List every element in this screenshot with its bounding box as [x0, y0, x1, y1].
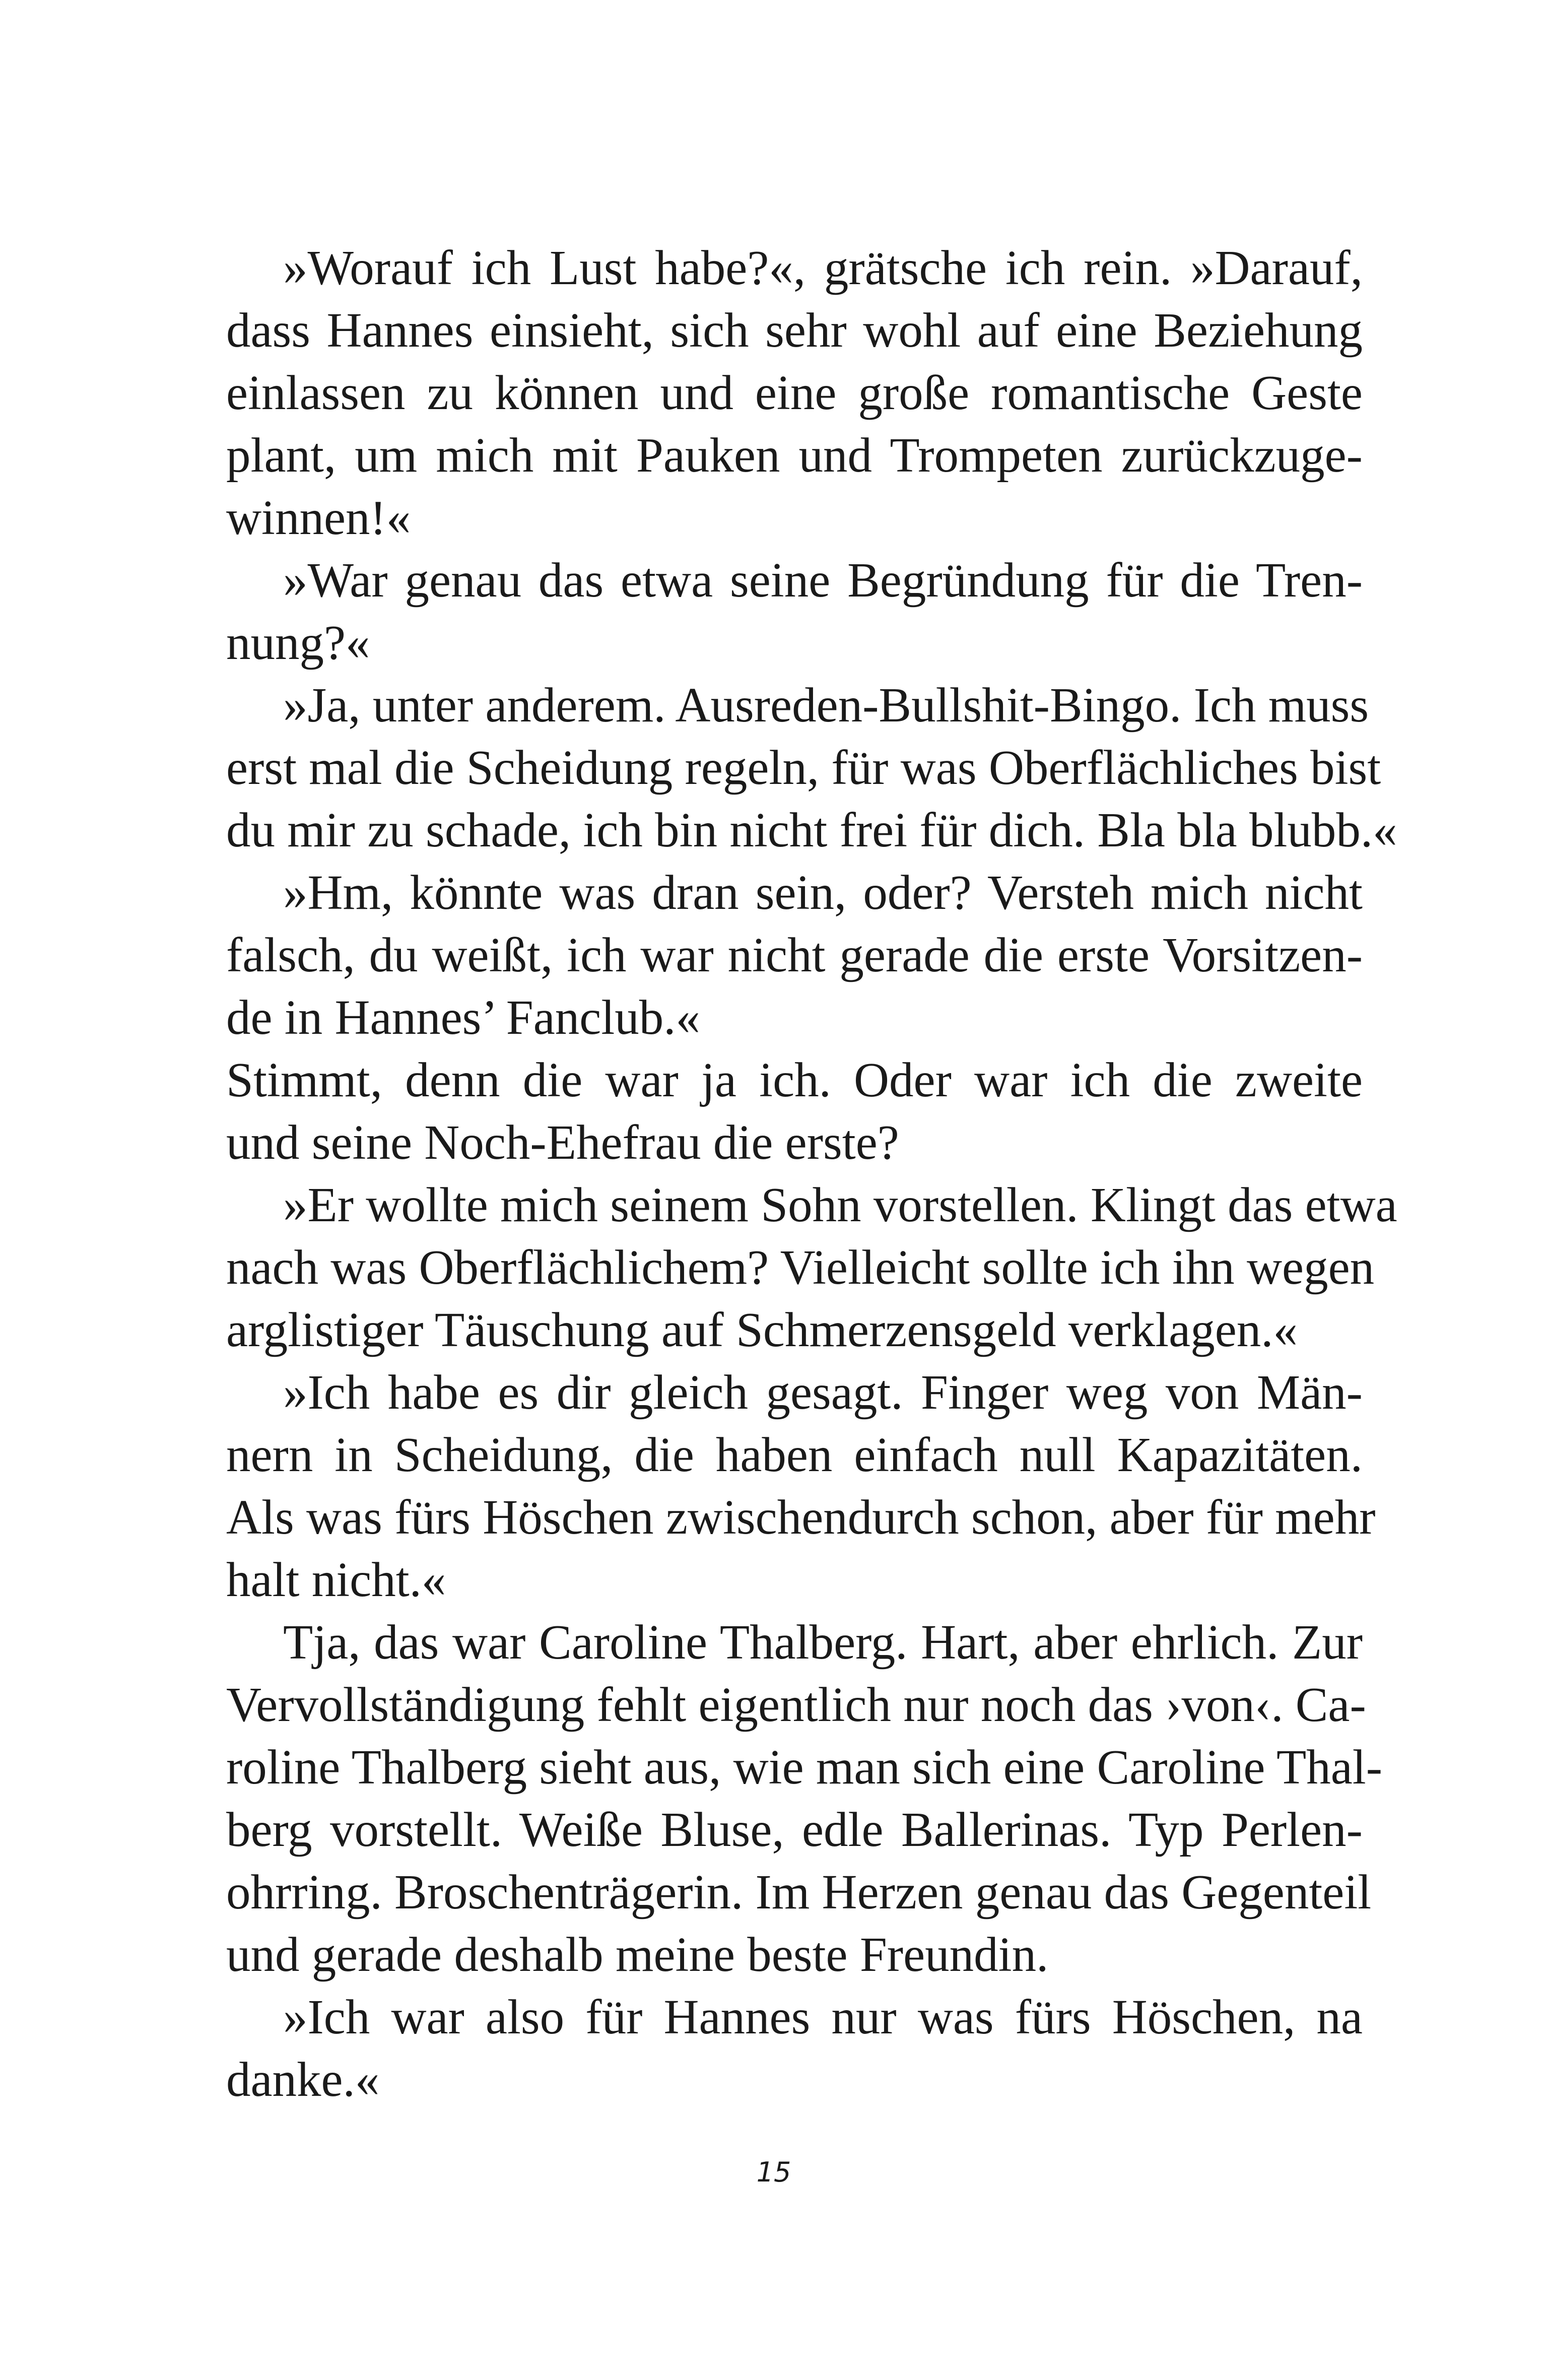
- text-line: Als was fürs Höschen zwischendurch schon, aber für mehr: [226, 1490, 1376, 1544]
- text-line: roline Thalberg sieht aus, wie man sich eine Caroline Thal-: [226, 1740, 1383, 1794]
- text-line: »Ich war also für Hannes nur was fürs Höschen, na: [283, 1990, 1363, 2044]
- text-line: plant, um mich mit Pauken und Trompeten zurückzuge-: [226, 428, 1363, 482]
- text-line: und gerade deshalb meine beste Freundin.: [226, 1928, 1049, 1981]
- text-line: »Ich habe es dir gleich gesagt. Finger weg von Män-: [283, 1365, 1363, 1419]
- text-line: »Worauf ich Lust habe?«, grätsche ich rein. »Darauf,: [283, 241, 1363, 295]
- page-number: 15: [756, 2156, 791, 2188]
- text-line: »Ja, unter anderem. Ausreden-Bullshit-Bingo. Ich muss: [283, 678, 1369, 732]
- text-line: nern in Scheidung, die haben einfach null Kapazitäten.: [226, 1428, 1363, 1482]
- body-text: [226, 237, 1397, 2111]
- text-line: und seine Noch-Ehefrau die erste?: [226, 1115, 899, 1169]
- text-line: Stimmt, denn die war ja ich. Oder war ich die zweite: [226, 1053, 1363, 1107]
- text-line: Vervollständigung fehlt eigentlich nur noch das ›von‹. Ca-: [226, 1678, 1366, 1732]
- text-line: halt nicht.«: [226, 1553, 446, 1607]
- text-line: winnen!«: [226, 491, 411, 545]
- text-line: dass Hannes einsieht, sich sehr wohl auf eine Beziehung: [226, 303, 1363, 357]
- text-line: nach was Oberflächlichem? Vielleicht sollte ich ihn wegen: [226, 1240, 1375, 1294]
- text-line: danke.«: [226, 2053, 380, 2106]
- text-line: erst mal die Scheidung regeln, für was Oberflächliches bist: [226, 741, 1381, 795]
- text-line: ohrring. Broschenträgerin. Im Herzen genau das Gegenteil: [226, 1865, 1372, 1919]
- text-line: du mir zu schade, ich bin nicht frei für dich. Bla bla blubb.«: [226, 803, 1397, 857]
- text-line: de in Hannes’ Fanclub.«: [226, 990, 701, 1044]
- text-line: »War genau das etwa seine Begründung für die Tren-: [283, 553, 1363, 607]
- text-line: Tja, das war Caroline Thalberg. Hart, aber ehrlich. Zur: [283, 1615, 1363, 1669]
- text-line: einlassen zu können und eine große romantische Geste: [226, 366, 1363, 420]
- text-line: nung?«: [226, 616, 370, 670]
- text-line: falsch, du weißt, ich war nicht gerade die erste Vorsitzen-: [226, 928, 1363, 982]
- text-line: »Hm, könnte was dran sein, oder? Versteh mich nicht: [283, 866, 1363, 919]
- text-line: »Er wollte mich seinem Sohn vorstellen. Klingt das etwa: [283, 1178, 1397, 1232]
- text-line: arglistiger Täuschung auf Schmerzensgeld verklagen.«: [226, 1303, 1298, 1357]
- text-line: berg vorstellt. Weiße Bluse, edle Ballerinas. Typ Perlen-: [226, 1803, 1363, 1857]
